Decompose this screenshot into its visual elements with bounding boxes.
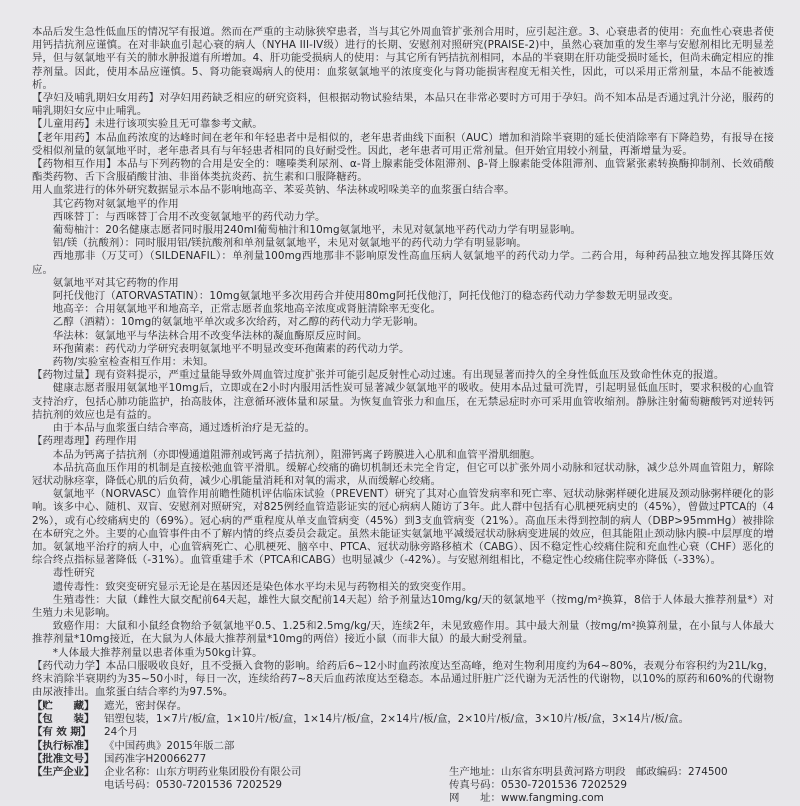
approval-label: 【批准文号】 xyxy=(32,752,95,765)
fax-label: 传真号码： xyxy=(449,779,501,792)
company-name-label: 企业名称： xyxy=(104,766,156,779)
heading-pharmacology: 【药理毒理】药理作用 xyxy=(32,435,137,448)
paragraph-antihypertensive: 本品抗高血压作用的机制是直接松弛血管平滑肌。缓解心绞痛的确切机制还未完全肯定，但它可以扩张外周小动脉和冠状动脉，减少总外周血管阻力，解除冠状动脉痉挛，降低心肌的后负荷，减少心肌能量消耗和对氧的需求，从而缓解心绞痛。 xyxy=(32,461,774,487)
company-fax xyxy=(449,779,774,792)
interaction-antacid: 铝/镁（抗酸剂）：同时服用铝/镁抗酸剂和单剂量氨氯地平，未见对氨氯地平的药代动力学有明显影响。 xyxy=(52,237,527,250)
paragraph-prevent-trial: 氨氯地平（NORVASC）血管作用前瞻性随机评估临床试验（PREVENT）研究了其对心血管发病率和死亡率、冠状动脉粥样硬化进展及颈动脉粥样硬化的影响。该多中心、随机、双盲、安慰剂对照研究，对825例经血管造影证实的冠心病病人随访了3年。此人群中包括有心肌梗死病史的（45%），曾做过PTCA的（42%），或有心绞痛病史的（69%）。冠心病的严重程度从单支血管病变（45%）到3支血管病变（21%）。高血压未得到控制的病人（DBP>95mmHg）被排除在本研究之外。主要的心血管事件由不了解内情的终点委员会裁定。虽然未能证实氨氯地平减缓冠状动脉病变进展的效应，但其能阻止颈动脉内膜-中层厚度的增加。氨氯地平治疗的病人中，心血管病死亡、心肌梗死、脑卒中、PTCA、冠状动脉旁路移植术（CABG）、因不稳定性心绞痛住院和充血性心衰（CHF）恶化的综合终点指标显著降低（-31%）。血管重建手术（PTCA和CABG）也明显减少（-42%）。与安慰剂组相比，不稳定性心绞痛住院率亦降低（-33%）。 xyxy=(32,488,774,567)
package-value: 铝塑包装，1×7片/板/盒，1×10片/板/盒，1×14片/板/盒，2×14片/板/盒，2×10片/板/盒，3×10片/板/盒，3×14片/板/盒。 xyxy=(104,713,690,726)
interaction-sildenafil: 西地那非（万艾可）（SILDENAFIL）：单剂量100mg西地那非不影响原发性高血压病人氨氯地平的药代动力学。二药合用，每种药品独立地发挥其降压效应。 xyxy=(32,250,774,276)
storage-line xyxy=(32,700,774,713)
company-phone xyxy=(104,779,429,792)
web-label: 网 址： xyxy=(449,792,501,805)
subheading-other-drugs: 其它药物对氨氯地平的作用 xyxy=(52,197,179,210)
footnote-max-dose: *人体最大推荐剂量以患者体重为50kg计算。 xyxy=(52,646,263,659)
validity-value: 24个月 xyxy=(104,726,139,739)
paragraph-elderly: 【老年用药】本品血药浓度的达峰时间在老年和年轻患者中是相似的，老年患者曲线下面积（AUC）增加和消除半衰期的延长使消除率有下降趋势，有报导在接受相似剂量的氨氯地平时，老年患者具有与年轻患者相同的良好耐受性。因此，老年患者可用正常剂量。但开始宜用较小剂量，再渐增量为妥。 xyxy=(32,131,774,157)
interaction-cimetidine: 西咪替丁：与西咪替丁合用不改变氨氯地平的药代动力学。 xyxy=(52,210,326,223)
approval-value: 国药准字H20066277 xyxy=(104,752,207,765)
standard-line xyxy=(32,740,774,753)
interaction-ethanol: 乙醇（酒精）：10mg的氨氯地平单次或多次给药，对乙醇的药代动力学无影响。 xyxy=(52,316,425,329)
phone-value: 0530-7201536 7202529 xyxy=(155,779,283,792)
paragraph-overdose: 【药物过量】现有资料提示，严重过量能导致外周血管过度扩张并可能引起反射性心动过速。有出现显著而持久的全身性低血压及致命性休克的报道。 xyxy=(32,369,725,382)
paragraph-children: 【儿童用药】未进行该项实验且无可靠参考文献。 xyxy=(32,118,263,131)
paragraph-interactions: 【药物相互作用】本品与下列药物的合用是安全的：噻嗪类利尿剂、α-肾上腺素能受体阻滞剂、β-肾上腺素能受体阻滞剂、血管紧张素转换酶抑制剂、长效硝酸酯类药物、舌下含服硝酸甘油、非甾体类抗炎药、抗生素和口服降糖药。 xyxy=(32,158,774,184)
interaction-grapefruit: 葡萄柚汁：20名健康志愿者同时服用240ml葡萄柚汁和10mg氨氯地平，未见对氨氯地平药代动力学有明显影响。 xyxy=(52,224,581,237)
web-value: www.fangming.com xyxy=(500,792,604,805)
storage-label: 【贮 藏】 xyxy=(32,700,95,712)
package-line xyxy=(32,713,774,726)
postcode-label: 邮政编码： xyxy=(636,766,688,779)
paragraph-reproductive: 生殖毒性：大鼠（雌性大鼠交配前64天起，雄性大鼠交配前14天起）给予剂量达10mg/kg/天的氨氯地平（按mg/m²换算，8倍于人体最大推荐剂量*）对生殖力未见影响。 xyxy=(32,593,774,619)
leaflet-body xyxy=(32,26,774,699)
phone-label: 电话号码： xyxy=(104,779,156,792)
leaflet-footer xyxy=(32,700,774,806)
interaction-lab-tests: 药物/实验室检查相互作用：未知。 xyxy=(52,356,214,369)
address-value: 山东省东明县黄河路方明段 xyxy=(500,766,626,779)
paragraph-genotoxicity: 遗传毒性：致突变研究显示无论是在基因还是染色体水平均未见与药物相关的致突变作用。 xyxy=(52,580,473,593)
maker-label: 【生产企业】 xyxy=(32,766,95,779)
paragraph-overdose-treatment: 健康志愿者服用氨氯地平10mg后，立即或在2小时内服用活性炭可显著减少氨氯地平的吸收。使用本品过量可洗胃，引起明显低血压时，要求积极的心血管支持治疗，包括心肺功能监护，抬高肢体，注意循环液体量和尿量。为恢复血管张力和血压，在无禁忌症时亦可采用血管收缩剂。静脉注射葡萄糖酸钙对逆转钙拮抗剂的效应也是有益的。 xyxy=(32,382,774,421)
address-label: 生产地址： xyxy=(449,766,501,779)
standard-label: 【执行标准】 xyxy=(32,739,95,752)
company-name xyxy=(104,766,429,779)
standard-value: 《中国药典》2015年版二部 xyxy=(104,739,235,752)
company-name-value: 山东方明药业集团股份有限公司 xyxy=(155,766,302,779)
paragraph-carcinogenicity: 致癌作用：大鼠和小鼠经食物给予氨氯地平0.5、1.25和2.5mg/kg/天，连续2年，未见致癌作用。其中最大剂量（按mg/m²换算剂量，在小鼠与人体最大推荐剂量*10mg接近，在大鼠为人体最大推荐剂量*10mg的两倍）接近小鼠（而非大鼠）的最大耐受剂量。 xyxy=(32,620,774,646)
company-address xyxy=(449,766,774,779)
interaction-digoxin: 地高辛：合用氨氯地平和地高辛，正常志愿者血浆地高辛浓度或肾脏清除率无变化。 xyxy=(52,303,441,316)
validity-label: 【有 效 期】 xyxy=(32,726,92,739)
interaction-atorvastatin: 阿托伐他汀（ATORVASTATIN）：10mg氨氯地平多次用药合并使用80mg阿托伐他汀，阿托伐他汀的稳态药代动力学参数无明显改变。 xyxy=(52,290,680,303)
subheading-effect-on-others: 氨氯地平对其它药物的作用 xyxy=(52,276,179,289)
package-label: 【包 装】 xyxy=(32,713,95,726)
company-web xyxy=(449,792,774,805)
approval-line xyxy=(32,753,774,766)
paragraph-pregnancy: 【孕妇及哺乳期妇女用药】对孕妇用药缺乏相应的研究资料，但根据动物试验结果，本品只在非常必要时方可用于孕妇。尚不知本品是否通过乳汁分泌，服药的哺乳期妇女应中止哺乳。 xyxy=(32,92,774,118)
interaction-warfarin: 华法林：氨氯地平与华法林合用不改变华法林的凝血酶原反应时间。 xyxy=(52,329,368,342)
fax-value: 0530-7201536 7202529 xyxy=(500,779,628,792)
paragraph-dialysis: 由于本品与血浆蛋白结合率高，通过透析治疗是无益的。 xyxy=(52,422,316,435)
paragraph-pharmacokinetics: 【药代动力学】本品口服吸收良好，且不受摄入食物的影响。给药后6~12小时血药浓度达至高峰，绝对生物利用度约为64~80%，表观分布容积约为21L/kg，终末消除半衰期约为35~50小时，每日一次，连续给药7~8天后血药浓度达至稳态。本品通过肝脏广泛代谢为无活性的代谢物，以10%的原药和60%的代谢物由尿液排出。血浆蛋白结合率约为97.5%。 xyxy=(32,659,774,699)
paragraph-precautions: 本品后发生急性低血压的情况罕有报道。然而在严重的主动脉狭窄患者，当与其它外周血管扩张剂合用时，应引起注意。3、心衰患者的使用：充血性心衰患者使用钙拮抗剂应谨慎。在对非缺血引起心衰的病人（NYHA III-IV级）进行的长期、安慰剂对照研究(PRAISE-2)中，虽然心衰加重的发生率与安慰剂相比无明显差异，但与氨氯地平有关的肺水肿报道有所增加。4、肝功能受损病人的使用：与其它所有钙拮抗剂相同，本品的半衰期在肝功能受损时延长，但尚未确定相应的推荐剂量。因此，使用本品应谨慎。5、肾功能衰竭病人的使用：血浆氨氯地平的浓度变化与肾功能损害程度无相关性，因此，可以采用正常剂量，本品不能被透析。 xyxy=(32,26,774,91)
paragraph-mechanism: 本品为钙离子拮抗剂（亦即慢通道阻滞剂或钙离子拮抗剂），阻滞钙离子跨膜进入心肌和血管平滑肌细胞。 xyxy=(52,448,541,461)
interaction-cyclosporine: 环孢菌素：药代动力学研究表明氨氯地平不明显改变环孢菌素的药代动力学。 xyxy=(52,342,410,355)
postcode-value: 274500 xyxy=(687,766,728,779)
validity-line xyxy=(32,726,774,739)
paragraph-protein-binding: 用人血浆进行的体外研究数据显示本品不影响地高辛、苯妥英钠、华法林或吲哚美辛的血浆蛋白结合率。 xyxy=(32,184,515,197)
subheading-toxicity: 毒性研究 xyxy=(52,567,95,580)
storage-value: 遮光，密封保存。 xyxy=(104,700,188,712)
